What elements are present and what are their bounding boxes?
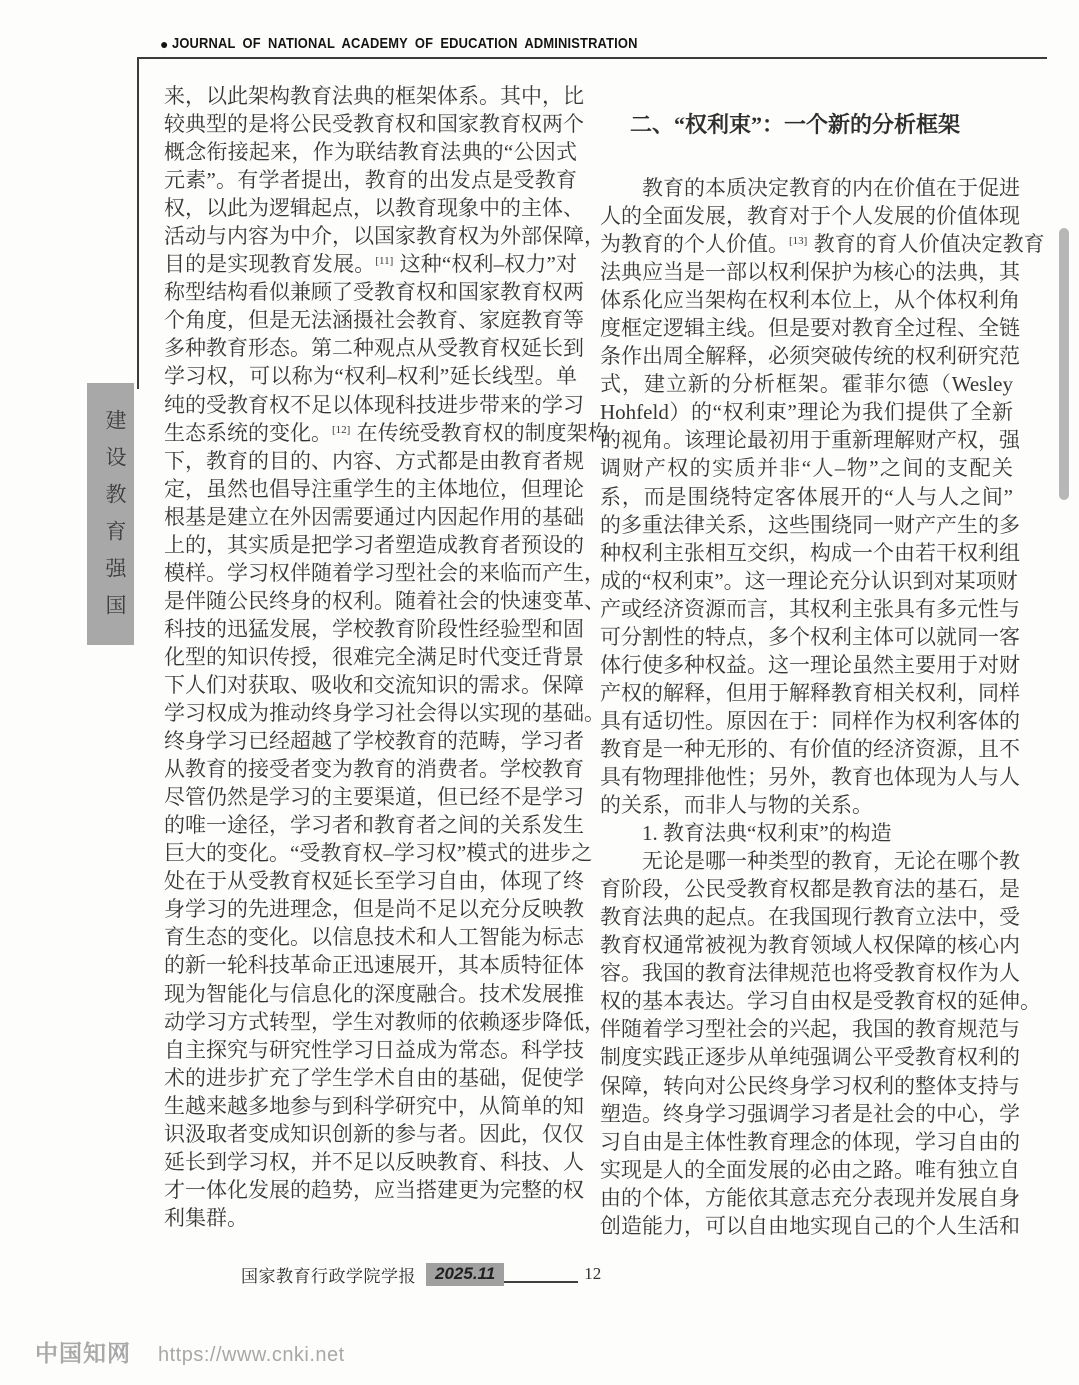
text-line: 术的进步扩充了学生学术自由的基础，促使学 xyxy=(164,1065,584,1090)
page-number: 12 xyxy=(584,1264,602,1283)
text-line: 称型结构看似兼顾了受教育权和国家教育权两 xyxy=(164,280,584,305)
text-line: 创造能力，可以自由地实现自己的个人生活和 xyxy=(600,1213,1020,1238)
text-line: 调财产权的实质并非“人–物”之间的支配关 xyxy=(600,456,1013,481)
text-line: 体系化应当架构在权利本位上，从个体权利角 xyxy=(600,288,1020,313)
text-line: 来，以此架构教育法典的框架体系。其中，比 xyxy=(164,84,584,108)
text-line: 人的全面发展，教育对于个人发展的价值体现 xyxy=(600,204,1020,229)
text-line: 保障，转向对公民终身学习权利的整体支持与 xyxy=(600,1073,1020,1098)
text-line: 1. 教育法典“权利束”的构造 xyxy=(600,821,892,846)
text-line: Hohfeld）的“权利束”理论为我们提供了全新 xyxy=(600,400,1013,425)
text-line: 根基是建立在外因需要通过内因起作用的基础 xyxy=(164,504,584,529)
text-line: 化型的知识传授，很难完全满足时代变迁背景 xyxy=(164,644,584,669)
text-line: 的关系，而非人与物的关系。 xyxy=(600,793,873,818)
text-line: 育生态的变化。以信息技术和人工智能为标志 xyxy=(164,925,584,950)
cnki-brand: 中国知网 xyxy=(35,1340,131,1366)
text-line: 从教育的接受者变为教育的消费者。学校教育 xyxy=(164,757,584,782)
text-line: 权的基本表达。学习自由权是受教育权的延伸。 xyxy=(600,989,1041,1014)
text-line: 教育的本质决定教育的内在价值在于促进 xyxy=(600,176,1020,200)
scrollbar-thumb[interactable] xyxy=(1059,228,1069,500)
footnote-ref: [13] xyxy=(789,235,808,248)
issue-badge: 2025.11 xyxy=(426,1263,504,1286)
page-footer xyxy=(241,1258,601,1290)
text-line: 尽管仍然是学习的主要渠道，但已经不是学习 xyxy=(164,785,584,810)
text-line: 式，建立新的分析框架。霍菲尔德（Wesley xyxy=(600,372,1013,397)
text-line: 成的“权利束”。这一理论充分认识到对某项财 xyxy=(600,568,1018,593)
text-line: 生越来越多地参与到科学研究中，从简单的知 xyxy=(164,1093,584,1118)
text-line: 生态系统的变化。[12] 在传统受教育权的制度架构 xyxy=(164,420,609,445)
text-line: 伴随着学习型社会的兴起，我国的教育规范与 xyxy=(600,1017,1020,1042)
text-line: 个角度，但是无法涵摄社会教育、家庭教育等 xyxy=(164,308,584,333)
bullet-icon: ● xyxy=(160,35,169,52)
text-line: 才一体化发展的趋势，应当搭建更为完整的权 xyxy=(164,1177,584,1202)
journal-name-cn: 国家教育行政学院学报 xyxy=(241,1266,416,1286)
text-line: 教育是一种无形的、有价值的经济资源，且不 xyxy=(600,736,1020,761)
theme-banner-text: 建设教育强国 xyxy=(103,409,127,631)
text-line: 识汲取者变成知识创新的参与者。因此，仅仅 xyxy=(164,1121,584,1146)
text-line: 学习权，可以称为“权利–权利”延长线型。单 xyxy=(164,364,577,389)
text-line: 产或经济资源而言，其权利主张具有多元性与 xyxy=(600,596,1020,621)
text-line: 现为智能化与信息化的深度融合。技术发展推 xyxy=(164,981,584,1006)
journal-title-en: JOURNAL OF NATIONAL ACADEMY OF EDUCATION ADMINISTRATION xyxy=(172,35,639,52)
text-line: 延长到学习权，并不足以反映教育、科技、人 xyxy=(164,1149,584,1174)
text-line: 概念衔接起来，作为联结教育法典的“公因式 xyxy=(164,140,577,165)
text-line: 科技的迅猛发展，学校教育阶段性经验型和固 xyxy=(164,616,584,641)
text-line: 教育权通常被视为教育领域人权保障的核心内 xyxy=(600,933,1020,958)
text-line: 可分割性的特点，多个权利主体可以就同一客 xyxy=(600,624,1020,649)
text-line: 塑造。终身学习强调学习者是社会的中心，学 xyxy=(600,1101,1020,1126)
text-line: 处在于从受教育权延长至学习自由，体现了终 xyxy=(164,869,584,894)
text-line: 法典应当是一部以权利保护为核心的法典，其 xyxy=(600,260,1020,285)
footnote-ref: [11] xyxy=(375,255,394,268)
text-line: 习自由是主体性教育理念的体现，学习自由的 xyxy=(600,1129,1020,1154)
cnki-url: https://www.cnki.net xyxy=(158,1344,345,1366)
section-heading: 二、“权利束”：一个新的分析框架 xyxy=(630,112,961,137)
text-line: 下人们对获取、吸收和交流知识的需求。保障 xyxy=(164,672,584,697)
text-line: 的新一轮科技革命正迅速展开，其本质特征体 xyxy=(164,953,584,978)
text-line: 活动与内容为中介，以国家教育权为外部保障， xyxy=(164,224,605,249)
text-line: 条作出周全解释，必须突破传统的权利研究范 xyxy=(600,344,1020,369)
text-line: 元素”。有学者提出，教育的出发点是受教育 xyxy=(164,168,577,193)
text-line: 系，而是围绕特定客体展开的“人与人之间” xyxy=(600,484,1013,509)
text-line: 较典型的是将公民受教育权和国家教育权两个 xyxy=(164,112,584,137)
text-line: 体行使多种权益。这一理论虽然主要用于对财 xyxy=(600,652,1020,677)
text-line: 终身学习已经超越了学校教育的范畴，学习者 xyxy=(164,729,584,754)
text-line: 制度实践正逐步从单纯强调公平受教育权利的 xyxy=(600,1045,1020,1070)
text-line: 上的，其实质是把学习者塑造成教育者预设的 xyxy=(164,532,584,557)
text-line: 产权的解释，但用于解释教育相关权利，同样 xyxy=(600,680,1020,705)
text-line: 教育法典的起点。在我国现行教育立法中，受 xyxy=(600,905,1020,930)
text-line: 由的个体，方能依其意志充分表现并发展自身 xyxy=(600,1185,1020,1210)
text-line: 动学习方式转型，学生对教师的依赖逐步降低， xyxy=(164,1009,605,1034)
text-line: 育阶段，公民受教育权都是教育法的基石，是 xyxy=(600,877,1020,902)
text-line: 模样。学习权伴随着学习型社会的来临而产生， xyxy=(164,560,605,585)
journal-header xyxy=(160,35,714,52)
text-line: 巨大的变化。“受教育权–学习权”模式的进步之 xyxy=(164,841,593,866)
text-line: 是伴随公民终身的权利。随着社会的快速变革、 xyxy=(164,588,605,613)
text-line: 的多重法律关系，这些围绕同一财产产生的多 xyxy=(600,512,1020,537)
text-line: 目的是实现教育发展。[11] 这种“权利–权力”对 xyxy=(164,252,577,277)
left-text-column xyxy=(164,82,609,1232)
text-line: 纯的受教育权不足以体现科技进步带来的学习 xyxy=(164,392,584,417)
footnote-ref: [12] xyxy=(332,423,351,436)
right-text-column xyxy=(600,174,1045,1240)
text-line: 定，虽然也倡导注重学生的主体地位，但理论 xyxy=(164,476,584,501)
text-line: 权，以此为逻辑起点，以教育现象中的主体、 xyxy=(164,196,584,221)
theme-banner xyxy=(87,383,134,645)
text-line: 种权利主张相互交织，构成一个由若干权利组 xyxy=(600,540,1020,565)
text-line: 具有物理排他性；另外，教育也体现为人与人 xyxy=(600,764,1020,789)
text-line: 利集群。 xyxy=(164,1205,248,1230)
text-line: 下，教育的目的、内容、方式都是由教育者规 xyxy=(164,448,584,473)
text-line: 实现是人的全面发展的必由之路。唯有独立自 xyxy=(600,1157,1020,1182)
cnki-watermark xyxy=(35,1335,345,1368)
text-line: 学习权成为推动终身学习社会得以实现的基础。 xyxy=(164,701,605,726)
footer-rule xyxy=(504,1281,578,1283)
text-line: 的唯一途径，学习者和教育者之间的关系发生 xyxy=(164,813,584,838)
text-line: 具有适切性。原因在于：同样作为权利客体的 xyxy=(600,708,1020,733)
text-line: 自主探究与研究性学习日益成为常态。科学技 xyxy=(164,1037,584,1062)
text-line: 无论是哪一种类型的教育，无论在哪个教 xyxy=(600,849,1020,874)
text-line: 多种教育形态。第二种观点从受教育权延长到 xyxy=(164,336,584,361)
text-line: 容。我国的教育法律规范也将受教育权作为人 xyxy=(600,961,1020,986)
text-line: 为教育的个人价值。[13] 教育的育人价值决定教育 xyxy=(600,232,1045,257)
text-line: 的视角。该理论最初用于重新理解财产权，强 xyxy=(600,428,1020,453)
text-line: 度框定逻辑主线。但是要对教育全过程、全链 xyxy=(600,316,1020,341)
text-line: 身学习的先进理念，但是尚不足以充分反映教 xyxy=(164,897,584,922)
